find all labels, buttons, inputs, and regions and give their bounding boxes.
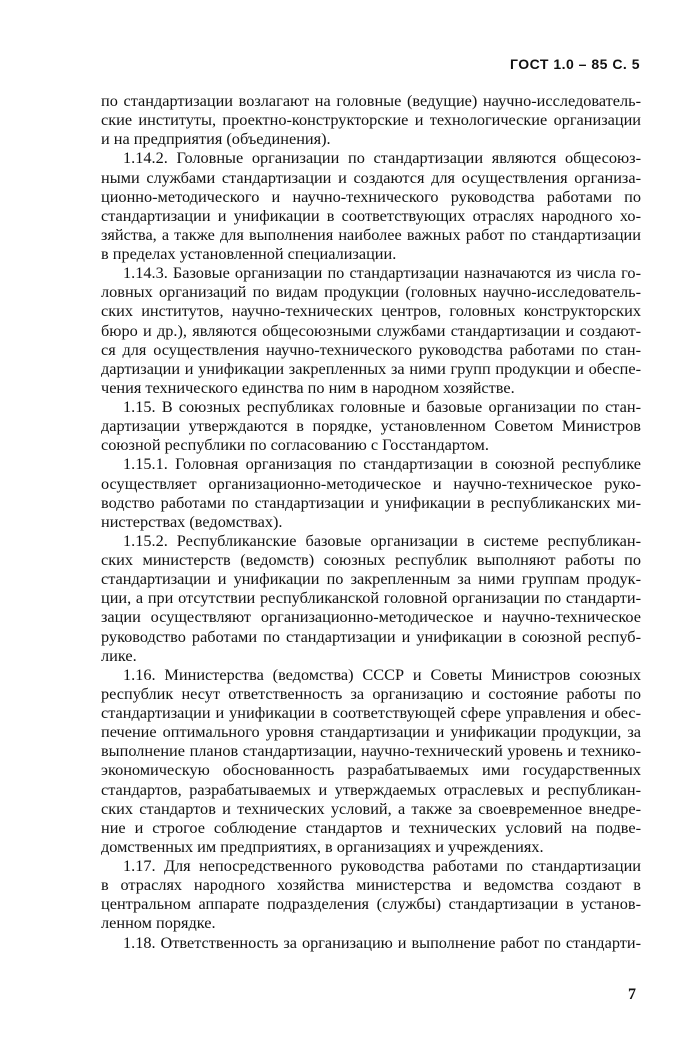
text-line: зяйства, а также для выполнения наиболее важных работ по стандартизации <box>101 224 641 244</box>
text-line: ских министерств (ведомств) союзных республик выполняют работы по <box>101 550 641 569</box>
text-line: лике. <box>101 645 137 665</box>
text-line: ские институты, проектно-конструкторские и технологические организации <box>101 110 641 130</box>
text-line: выполнение планов стандартизации, научно-технический уровень и технико- <box>101 741 641 761</box>
text-line: печение оптимального уровня стандартизации и унификации продукции, за <box>101 722 641 742</box>
text-line: республик несут ответственность за организацию и состояние работы по <box>101 683 641 703</box>
text-line: домственных им предприятиях, в организациях и учреждениях. <box>101 836 544 856</box>
text-line: и на предприятия (объединения). <box>101 129 331 149</box>
text-line: чения технического единства по ним в народном хозяйстве. <box>101 377 515 397</box>
text-line: по стандартизации возлагают на головные (ведущие) научно-исследователь- <box>101 91 641 110</box>
paragraph <box>101 397 641 454</box>
text-line: дартизации и унификации закрепленных за ними групп продукции и обеспе- <box>101 358 641 378</box>
text-line: зации осуществляют организационно-методическое и научно-техническое <box>101 607 641 627</box>
paragraph <box>101 454 641 531</box>
text-line: ленном порядке. <box>101 913 216 933</box>
text-line: 1.17. Для непосредственного руководства работами по стандартизации <box>123 856 641 875</box>
text-line: 1.18. Ответственность за организацию и выполнение работ по стандарти- <box>123 932 641 952</box>
text-line: нистерствах (ведомствах). <box>101 511 283 531</box>
text-line: дартизации утверждаются в порядке, установленном Советом Министров <box>101 416 641 436</box>
paragraph <box>101 263 641 397</box>
text-line: ских стандартов и технических условий, а также за своевременное внедре- <box>101 798 641 818</box>
text-line: 1.16. Министерства (ведомства) СССР и Советы Министров союзных <box>123 664 641 684</box>
text-line: руководство работами по стандартизации и унификации в союзной респуб- <box>101 626 641 646</box>
text-line: союзной республики по согласованию с Госстандартом. <box>101 435 489 455</box>
paragraph <box>101 148 641 263</box>
text-line: 1.15.1. Головная организация по стандартизации в союзной республике <box>123 454 641 474</box>
document-body <box>101 91 641 952</box>
text-line: 1.14.3. Базовые организации по стандартизации назначаются из числа го- <box>123 263 641 283</box>
text-line: осуществляет организационно-методическое и научно-техническое руко- <box>101 473 641 493</box>
text-line: ции, а при отсутствии республиканской головной организации по стандарти- <box>101 588 641 608</box>
paragraph <box>101 531 641 665</box>
paragraph <box>101 91 641 148</box>
text-line: стандартов, разрабатываемых и утверждаемых отраслевых и республикан- <box>101 779 641 799</box>
text-line: 1.14.2. Головные организации по стандартизации являются общесоюз- <box>123 148 641 168</box>
text-line: ние и строгое соблюдение стандартов и технических условий на подве- <box>101 817 641 837</box>
text-line: стандартизации и унификации в соответствующих отраслях народного хо- <box>101 205 641 225</box>
text-line: водство работами по стандартизации и унификации в республиканских ми- <box>101 492 641 512</box>
text-line: стандартизации и унификации в соответствующей сфере управления и обес- <box>101 703 641 722</box>
text-line: 1.15. В союзных республиках головные и базовые организации по стан- <box>123 397 641 416</box>
text-line: экономическую обоснованность разрабатываемых ими государственных <box>101 760 641 780</box>
paragraph <box>101 856 641 933</box>
text-line: бюро и др.), являются общесоюзными службами стандартизации и создают- <box>101 320 641 340</box>
running-header: ГОСТ 1.0 – 85 С. 5 <box>509 56 640 72</box>
text-line: центральном аппарате подразделения (службы) стандартизации в установ- <box>101 894 641 914</box>
page-number: 7 <box>628 986 636 1003</box>
paragraph <box>101 665 641 856</box>
text-line: 1.15.2. Республиканские базовые организации в системе республикан- <box>123 530 641 550</box>
text-line: в отраслях народного хозяйства министерства и ведомства создают в <box>101 875 641 895</box>
text-line: ся для осуществления научно-технического руководства работами по стан- <box>101 339 641 359</box>
text-line: стандартизации и унификации по закрепленным за ними группам продук- <box>101 569 641 589</box>
text-line: ционно-методического и научно-технического руководства работами по <box>101 186 641 206</box>
paragraph <box>101 933 641 952</box>
text-line: ских институтов, научно-технических центров, головных конструкторских <box>101 301 641 321</box>
text-line: ными службами стандартизации и создаются для осуществления организа- <box>101 167 641 187</box>
text-line: ловных организаций по видам продукции (головных научно-исследователь- <box>101 282 641 302</box>
text-line: в пределах установленной специализации. <box>101 244 397 263</box>
